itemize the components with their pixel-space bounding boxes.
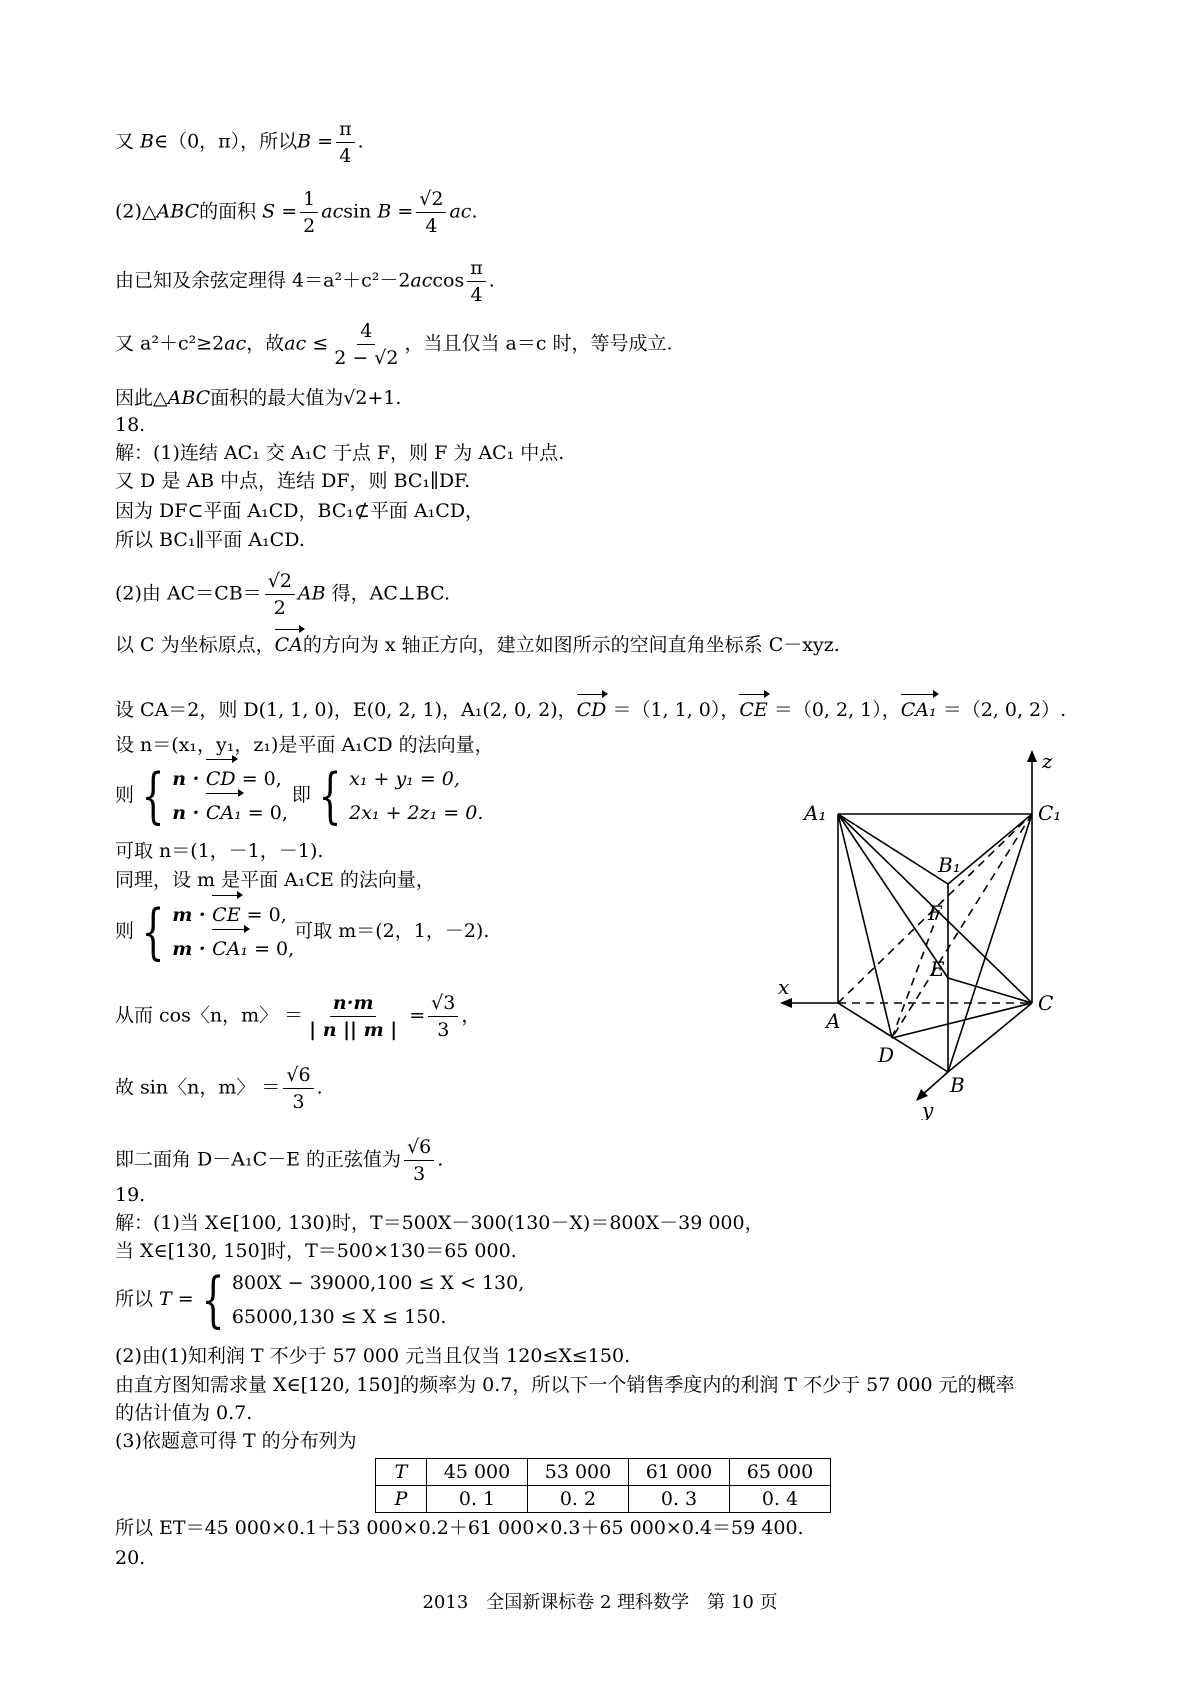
table-cell: 45 000 [427,1459,528,1486]
text: ∈（0，π），所以 [154,130,298,153]
text: m · [172,938,213,960]
text: = [171,1288,194,1310]
denominator: 4 [470,284,483,306]
text: = [311,130,334,153]
text: (2)△ [115,200,157,223]
text: AB [297,582,326,605]
axis-y [922,1072,948,1095]
denominator: | n || m | [309,1019,398,1041]
line-area [115,186,477,239]
fraction [300,186,318,239]
fraction [306,990,400,1043]
denominator: 3 [292,1091,305,1113]
text: . [471,200,478,223]
text: 的面积 [199,200,263,223]
text: 设 CA＝2，则 D(1, 1, 0)，E(0, 2, 1)，A₁(2, 0, 2)， [115,699,577,721]
table-cell: 0. 1 [427,1486,528,1513]
text: B [377,200,392,223]
vector-cd: CD [576,699,607,721]
numerator: √6 [283,1062,313,1089]
text: = 0, [241,802,288,824]
text-line: 所以 ET＝45 000×0.1＋53 000×0.2＋61 000×0.3＋65 000×0.4＝59 400. [115,1517,804,1539]
text: 得，AC⊥BC. [325,582,450,605]
text: 又 [115,130,141,153]
edge-a1d [838,814,892,1038]
text: ， [461,1004,481,1027]
text: = 0, [235,768,282,790]
brace: { [201,1265,225,1335]
normal-vector-system-n [115,762,483,830]
text: n · [172,802,206,824]
line-dihedral [115,1134,443,1187]
fraction [404,1134,434,1187]
denominator: 2 [303,215,316,237]
text: = 0, [240,904,287,926]
line-coordinates [115,697,1066,723]
text-line: 同理，设 m 是平面 A₁CE 的法向量， [115,869,435,891]
numerator: π [467,255,486,282]
label-z: z [1042,750,1053,773]
numerator: √2 [265,568,295,595]
text-line: 当 X∈[130, 150]时，T＝500×130＝65 000. [115,1240,517,1262]
denominator: 4 [339,145,352,167]
table-cell: 0. 3 [629,1486,730,1513]
text-line: (3)依题意可得 T 的分布列为 [115,1430,357,1452]
text-line: 的估计值为 0.7. [115,1402,253,1424]
line-cos [115,990,480,1043]
text: ≤ [306,332,329,355]
text: T [159,1288,172,1310]
text-line: 又 D 是 AB 中点，连结 DF，则 BC₁∥DF. [115,470,471,492]
text: 所以 [115,1288,160,1310]
fraction [416,186,446,239]
table-cell: 61 000 [629,1459,730,1486]
table-cell: 53 000 [528,1459,629,1486]
label-b1: B₁ [938,853,961,877]
numerator: 1 [300,186,318,213]
vector: CE [212,898,240,932]
equation [172,796,288,830]
brace: { [141,761,165,831]
equation: 65000,130 ≤ X ≤ 150. [231,1306,447,1328]
equation [172,932,294,966]
label-a1: A₁ [804,801,827,825]
equation-system [349,762,483,830]
vector: CA₁ [212,932,248,966]
text: n · [172,768,206,790]
equation [172,762,288,796]
piecewise-function [115,1266,524,1334]
numerator: π [336,116,355,143]
equation-system [172,898,294,966]
text: ABC [156,200,200,223]
text: 可取 m＝(2，1，－2). [294,920,490,942]
text: m · [172,904,213,926]
text: 由已知及余弦定理得 4＝a²＋c²－2 [115,269,411,292]
label-f: F [928,901,942,925]
vector-ca: CA [274,634,303,656]
denominator: 3 [437,1019,450,1041]
line-b-value [115,116,364,169]
text: 因此△ [115,387,168,409]
text: ，当且仅当 a＝c 时，等号成立. [404,332,673,355]
page-footer: 2013 全国新课标卷 2 理科数学 第 10 页 [422,1592,778,1613]
denominator: 3 [413,1163,426,1185]
text: +1. [367,387,402,409]
text: . [316,1076,323,1099]
text: S [262,200,276,223]
text-line: 由直方图知需求量 X∈[120, 150]的频率为 0.7，所以下一个销售季度内的利润 T 不少于 57 000 元的概率 [115,1374,1015,1396]
table-cell: P [376,1486,427,1513]
text: = [403,1004,426,1027]
label-y: y [922,1098,934,1120]
numerator: 4 [357,318,375,345]
text: ac [321,200,344,223]
text: 从而 cos〈n，m〉 ＝ [115,1004,304,1027]
label-c1: C₁ [1038,801,1062,825]
problem-number-20: 20. [115,1547,146,1569]
table-cell: 0. 4 [730,1486,831,1513]
denominator: 2 − √2 [334,347,399,369]
text: = [391,200,414,223]
normal-vector-system-m [115,898,489,966]
brace: { [318,761,342,831]
fraction [428,990,458,1043]
text: ac [224,332,247,355]
text-line: (2)由(1)知利润 T 不少于 57 000 元当且仅当 120≤X≤150. [115,1345,631,1367]
text: 即二面角 D－A₁C－E 的正弦值为 [115,1148,402,1171]
equation-system [232,1266,524,1334]
label-a: A [826,1009,841,1033]
numerator: √2 [416,186,446,213]
fraction [336,116,355,169]
text-line: 解：(1)当 X∈[100, 130)时，T＝500X－300(130－X)＝800X－39 000， [115,1212,764,1234]
text: ac [410,269,433,292]
problem-number-18: 18. [115,414,146,436]
vector: CA₁ [206,796,242,830]
table-cell: T [376,1459,427,1486]
numerator: √3 [428,990,458,1017]
denominator: 4 [425,215,438,237]
text-line: 可取 n＝(1，－1，－1). [115,840,324,862]
text: = [275,200,298,223]
brace: { [141,897,165,967]
vector-ca1: CA₁ [900,699,937,721]
line-sin [115,1062,323,1115]
fraction [467,255,486,308]
edge-a1b1 [838,814,948,884]
numerator: √6 [404,1134,434,1161]
problem-number-19: 19. [115,1184,146,1206]
line-ac-cb [115,568,450,621]
text: ＝（2, 0, 2）. [936,699,1067,721]
text: ABC [167,387,211,409]
equation: 2x₁ + 2z₁ = 0. [349,802,484,824]
text: . [357,130,364,153]
text: . [488,269,495,292]
text: 的方向为 x 轴正方向，建立如图所示的空间直角坐标系 C－xyz. [302,634,840,656]
text: √2 [343,387,368,409]
fraction [265,568,295,621]
vector: CD [206,762,236,796]
label-d: D [878,1043,895,1067]
denominator: 2 [273,597,286,619]
text: B [140,130,155,153]
text: 故 sin〈n，m〉 ＝ [115,1076,281,1099]
text: 又 a²＋c²≥2 [115,332,225,355]
text: ＝（1, 1, 0）， [606,699,740,721]
text: cos [432,269,465,292]
text: . [437,1148,444,1171]
text: = 0, [248,938,295,960]
line-inequality [115,318,673,371]
edge-a1e [838,814,948,978]
line-max-area [115,385,401,411]
text: sin [343,200,378,223]
fraction [283,1062,313,1115]
numerator: n·m [330,990,377,1017]
text-line: 因为 DF⊂平面 A₁CD，BC₁⊄平面 A₁CD， [115,500,485,522]
equation: 800X − 39000,100 ≤ X < 130, [231,1272,525,1294]
fraction [331,318,401,371]
text-line: 设 n＝(x₁，y₁，z₁)是平面 A₁CD 的法向量， [115,734,494,756]
text: 即 [291,784,311,806]
arrow-x [780,998,792,1008]
label-b: B [950,1073,965,1097]
text: 以 C 为坐标原点， [115,634,275,656]
text-line: 解：(1)连结 AC₁ 交 A₁C 于点 F，则 F 为 AC₁ 中点. [115,442,565,464]
text: 则 [115,920,135,942]
text: ，故 [246,332,285,355]
equation-system [172,762,288,830]
arrow-z [1027,750,1037,762]
label-e: E [930,957,945,981]
distribution-table [375,1458,831,1513]
table-row [376,1486,831,1513]
text: 则 [115,784,135,806]
vector-ce: CE [739,699,768,721]
line-coordinate-system [115,632,840,658]
text: B [297,130,312,153]
text: ＝（0, 2, 1）， [767,699,901,721]
label-c: C [1038,991,1054,1015]
line-cosine-law [115,255,495,308]
label-x: x [778,975,790,999]
equation [172,898,294,932]
text: ac [284,332,307,355]
equation: x₁ + y₁ = 0, [349,768,460,790]
text: (2)由 AC＝CB＝ [115,582,262,605]
table-cell: 65 000 [730,1459,831,1486]
table-row [376,1459,831,1486]
text: 面积的最大值为 [210,387,344,409]
text: ac [449,200,472,223]
prism-figure [770,750,1090,1120]
table-cell: 0. 2 [528,1486,629,1513]
text-line: 所以 BC₁∥平面 A₁CD. [115,529,305,551]
